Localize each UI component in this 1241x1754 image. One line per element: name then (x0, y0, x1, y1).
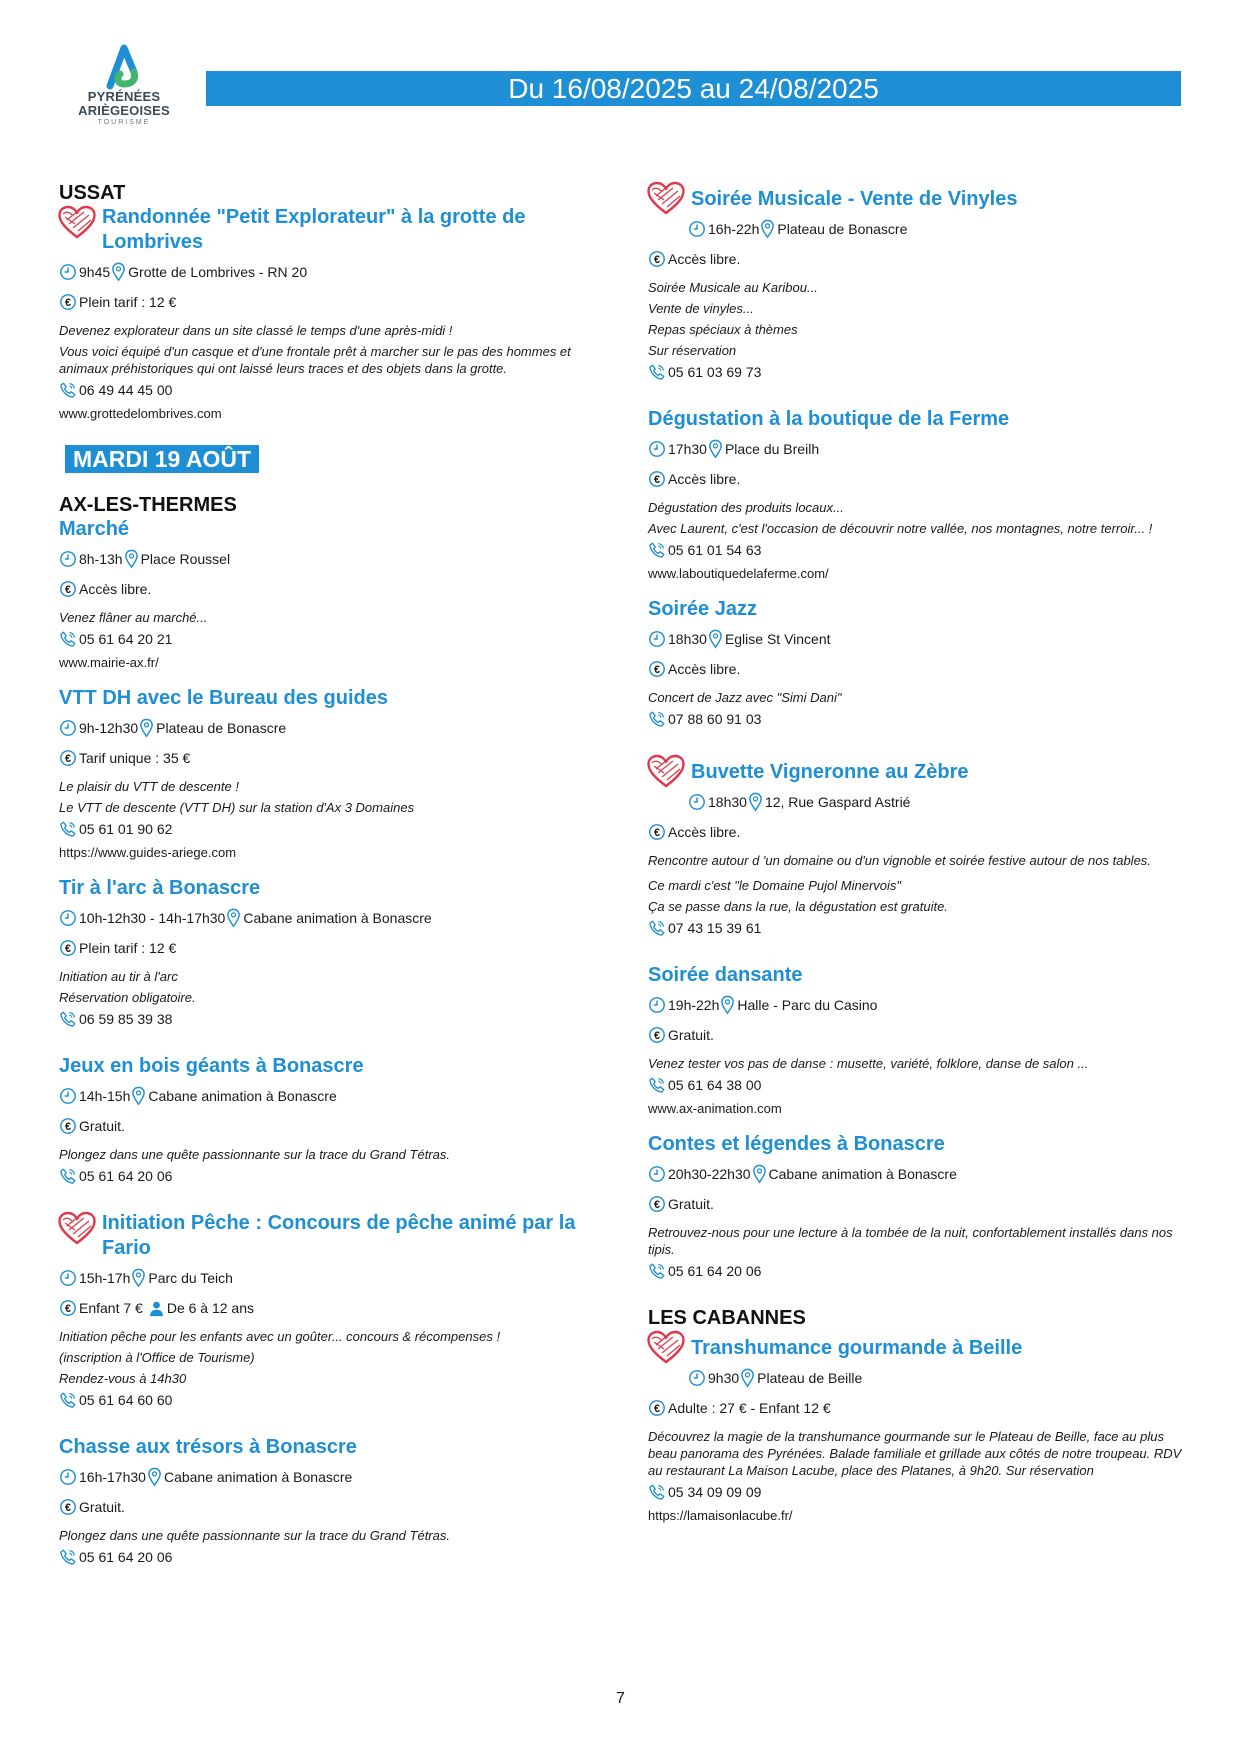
phone-row[interactable] (648, 1483, 1193, 1501)
time-location (648, 439, 1193, 459)
event-card (59, 686, 604, 862)
time: 19h-22h (668, 997, 720, 1013)
heart-icon (57, 1211, 97, 1245)
euro-icon (59, 580, 77, 598)
event-title[interactable] (648, 754, 1193, 785)
description: Ce mardi c'est "le Domaine Pujol Minervois" (648, 878, 902, 893)
location-pin-icon (752, 1164, 767, 1184)
time-location (688, 792, 1193, 812)
time: 17h30 (668, 441, 707, 457)
price-row (59, 749, 604, 767)
euro-icon (59, 1498, 77, 1516)
time-location (59, 1086, 604, 1106)
euro-icon (648, 1399, 666, 1417)
time-location (59, 1467, 604, 1487)
phone-number: 05 34 09 09 09 (668, 1484, 762, 1500)
price-row (59, 580, 604, 598)
event-title[interactable]: Dégustation à la boutique de la Ferme (648, 408, 1010, 430)
time-location (648, 995, 1193, 1015)
location-pin-icon (740, 1368, 755, 1388)
description: Le VTT de descente (VTT DH) sur la station d'Ax 3 Domaines (59, 800, 415, 815)
description: Venez tester vos pas de danse : musette, variété, folklore, danse de salon ... (648, 1056, 1089, 1071)
phone-number: 05 61 64 20 06 (79, 1168, 173, 1184)
euro-icon (648, 250, 666, 268)
time-location (59, 908, 604, 928)
price: Gratuit. (668, 1196, 714, 1212)
description: Retrouvez-nous pour une lecture à la tombée de la nuit, confortablement installés dans nos tipis. (648, 1225, 1173, 1257)
logo-line-1: PYRÉNÉES (87, 89, 161, 104)
clock-icon (59, 550, 77, 568)
euro-icon (59, 749, 77, 767)
event-title-text: Transhumance gourmande à Beille (691, 1337, 1023, 1359)
phone-icon (59, 630, 77, 648)
phone-icon (648, 919, 666, 937)
website-link[interactable]: www.ax-animation.com (648, 1101, 782, 1116)
euro-icon (648, 660, 666, 678)
clock-icon (688, 220, 706, 238)
phone-row[interactable] (59, 820, 604, 838)
event-title[interactable]: Soirée dansante (648, 964, 803, 986)
time: 16h-17h30 (79, 1469, 146, 1485)
description: Concert de Jazz avec "Simi Dani" (648, 690, 842, 705)
clock-icon (688, 793, 706, 811)
time: 8h-13h (79, 551, 123, 567)
phone-row[interactable] (59, 1391, 604, 1409)
price-row (59, 939, 604, 957)
event-card (648, 597, 1193, 728)
place: Grotte de Lombrives - RN 20 (128, 264, 308, 280)
phone-number: 05 61 64 20 06 (668, 1263, 762, 1279)
location-pin-icon (147, 1467, 162, 1487)
euro-icon (59, 1299, 77, 1317)
price: Plein tarif : 12 € (79, 294, 177, 310)
place: Eglise St Vincent (724, 631, 831, 647)
euro-icon (59, 1117, 77, 1135)
event-title[interactable]: Jeux en bois géants à Bonascre (59, 1055, 364, 1077)
clock-icon (59, 1269, 77, 1287)
description: Avec Laurent, c'est l'occasion de découvrir notre vallée, nos montagnes, notre terroir... ! (648, 521, 1153, 536)
description: Initiation au tir à l'arc (59, 969, 178, 984)
price-row (648, 1026, 1193, 1044)
phone-icon (648, 363, 666, 381)
phone-icon (59, 1548, 77, 1566)
location-pin-icon (139, 718, 154, 738)
clock-icon (59, 1468, 77, 1486)
time: 16h-22h (708, 221, 760, 237)
price-row (648, 660, 1193, 678)
place: Cabane animation à Bonascre (768, 1166, 957, 1182)
description: Plongez dans une quête passionnante sur la trace du Grand Tétras. (59, 1528, 450, 1543)
phone-icon (648, 541, 666, 559)
event-card (648, 754, 1193, 937)
description: Réservation obligatoire. (59, 990, 196, 1005)
time: 10h-12h30 - 14h-17h30 (79, 910, 226, 926)
time: 9h30 (708, 1370, 740, 1386)
phone-row[interactable] (648, 1076, 1193, 1094)
euro-icon (648, 470, 666, 488)
time: 9h-12h30 (79, 720, 139, 736)
event-card (59, 1211, 604, 1409)
event-card (648, 963, 1193, 1118)
place: Plateau de Beille (757, 1370, 863, 1386)
phone-row[interactable] (59, 381, 604, 399)
phone-icon (648, 710, 666, 728)
location-pin-icon (226, 908, 241, 928)
event-title[interactable]: Contes et légendes à Bonascre (648, 1133, 945, 1155)
phone-number: 05 61 64 20 06 (79, 1549, 173, 1565)
description: Le plaisir du VTT de descente ! (59, 779, 239, 794)
euro-icon (59, 939, 77, 957)
euro-icon (648, 1026, 666, 1044)
price-row (648, 1195, 1193, 1213)
time-location (59, 549, 604, 569)
place: Cabane animation à Bonascre (163, 1469, 353, 1485)
event-title[interactable] (648, 181, 1193, 212)
phone-icon (59, 1167, 77, 1185)
event-card (648, 407, 1193, 583)
time: 9h45 (79, 264, 111, 280)
phone-number: 07 88 60 91 03 (668, 711, 762, 727)
price: Accès libre. (79, 581, 152, 597)
price-row (648, 250, 1193, 268)
price-row (648, 823, 1193, 841)
euro-icon (648, 1195, 666, 1213)
description: Rencontre autour d 'un domaine ou d'un vignoble et soirée festive autour de nos tables. (648, 853, 1151, 868)
phone-row[interactable] (648, 710, 1193, 728)
time-location (59, 262, 604, 282)
town-heading: LES CABANNES (648, 1307, 806, 1329)
time-location (688, 1368, 1193, 1388)
description: Vous voici équipé d'un casque et d'une frontale prêt à marcher sur le pas des hommes et animaux préhistoriques qui ont laissé leurs traces et des objets dans la grotte. (59, 344, 571, 376)
event-title[interactable]: VTT DH avec le Bureau des guides (59, 687, 388, 709)
clock-icon (648, 630, 666, 648)
event-card (59, 205, 604, 423)
time: 18h30 (668, 631, 707, 647)
price: Gratuit. (79, 1118, 125, 1134)
location-pin-icon (131, 1268, 146, 1288)
phone-row[interactable] (59, 1167, 604, 1185)
description: Sur réservation (648, 343, 737, 358)
price: Enfant 7 € (79, 1300, 143, 1316)
price-row (59, 1498, 604, 1516)
town-heading: AX-LES-THERMES (59, 494, 237, 516)
clock-icon (59, 1087, 77, 1105)
price-row (59, 1299, 604, 1317)
description: Dégustation des produits locaux... (648, 500, 844, 515)
location-pin-icon (708, 439, 723, 459)
phone-row[interactable] (648, 541, 1193, 559)
phone-number: 05 61 64 38 00 (668, 1077, 762, 1093)
phone-number: 05 61 01 54 63 (668, 542, 762, 558)
event-title[interactable]: Soirée Jazz (648, 598, 757, 620)
description: Rendez-vous à 14h30 (59, 1371, 187, 1386)
day-banner: MARDI 19 AOÛT (65, 445, 259, 473)
phone-icon (648, 1483, 666, 1501)
clock-icon (648, 440, 666, 458)
time-location (59, 1268, 604, 1288)
event-title[interactable]: Marché (59, 518, 130, 540)
logo-line-3: TOURISME (97, 119, 151, 126)
phone-row[interactable] (648, 1262, 1193, 1280)
phone-icon (59, 381, 77, 399)
description: Devenez explorateur dans un site classé le temps d'une après-midi ! (59, 323, 453, 338)
event-card (59, 517, 604, 672)
description: Repas spéciaux à thèmes (648, 322, 798, 337)
time-location (59, 718, 604, 738)
phone-icon (59, 820, 77, 838)
right-column (648, 181, 1193, 1539)
location-pin-icon (111, 262, 126, 282)
price-row (648, 1399, 1193, 1417)
event-card (648, 1330, 1193, 1525)
clock-icon (59, 719, 77, 737)
price: Gratuit. (668, 1027, 714, 1043)
heart-icon (646, 1330, 686, 1364)
time: 20h30-22h30 (668, 1166, 751, 1182)
heart-icon (646, 181, 686, 215)
description: Venez flâner au marché... (59, 610, 208, 625)
clock-icon (648, 1165, 666, 1183)
phone-number: 06 59 85 39 38 (79, 1011, 173, 1027)
euro-icon (648, 823, 666, 841)
description: (inscription à l'Office de Tourisme) (59, 1350, 255, 1365)
website-link[interactable]: www.grottedelombrives.com (59, 406, 222, 421)
event-title[interactable] (59, 205, 604, 255)
event-title-text: Buvette Vigneronne au Zèbre (691, 761, 969, 783)
phone-number: 07 43 15 39 61 (668, 920, 762, 936)
time: 14h-15h (79, 1088, 131, 1104)
description: Vente de vinyles... (648, 301, 754, 316)
phone-number: 05 61 01 90 62 (79, 821, 173, 837)
phone-number: 05 61 03 69 73 (668, 364, 762, 380)
town-heading: USSAT (59, 182, 126, 204)
event-card (648, 1132, 1193, 1280)
price: Adulte : 27 € - Enfant 12 € (668, 1400, 831, 1416)
child-icon (148, 1300, 165, 1317)
phone-row[interactable] (59, 1010, 604, 1028)
time: 18h30 (708, 794, 747, 810)
website-link[interactable]: https://www.guides-ariege.com (59, 845, 237, 860)
website-link[interactable]: www.laboutiquedelaferme.com/ (648, 566, 829, 581)
location-pin-icon (708, 629, 723, 649)
phone-icon (59, 1391, 77, 1409)
phone-number: 05 61 64 60 60 (79, 1392, 173, 1408)
phone-number: 06 49 44 45 00 (79, 382, 173, 398)
description: Initiation pêche pour les enfants avec un goûter... concours & récompenses ! (59, 1329, 501, 1344)
place: Plateau de Bonascre (777, 221, 908, 237)
phone-icon (59, 1010, 77, 1028)
event-title[interactable] (59, 1211, 604, 1261)
event-title[interactable] (648, 1330, 1193, 1361)
event-title-text: Initiation Pêche : Concours de pêche animé par la Fario (102, 1212, 576, 1259)
description: Découvrez la magie de la transhumance gourmande sur le Plateau de Beille, face au plus beau panorama des Pyrénées. Balade familiale et grillade aux côtés de notre troupeau. RDV au restaurant La Maison Lacube, place des Platanes, à 9h20. Sur réservation (648, 1429, 1182, 1478)
phone-icon (648, 1262, 666, 1280)
location-pin-icon (748, 792, 763, 812)
time-location (688, 219, 1193, 239)
event-card (648, 181, 1193, 381)
place: Place du Breilh (724, 441, 820, 457)
event-title-text: Randonnée "Petit Explorateur" à la grotte de Lombrives (102, 206, 526, 253)
place: Halle - Parc du Casino (737, 997, 878, 1013)
logo-mark-icon (104, 42, 144, 90)
time: 15h-17h (79, 1270, 131, 1286)
price: Plein tarif : 12 € (79, 940, 177, 956)
location-pin-icon (131, 1086, 146, 1106)
euro-icon (59, 293, 77, 311)
place: Place Roussel (140, 551, 231, 567)
date-range-banner: Du 16/08/2025 au 24/08/2025 (206, 71, 1181, 106)
phone-icon (648, 1076, 666, 1094)
phone-row[interactable] (648, 919, 1193, 937)
website-link[interactable]: www.mairie-ax.fr/ (59, 655, 159, 670)
time-location (648, 629, 1193, 649)
price-row (59, 1117, 604, 1135)
phone-row[interactable] (59, 630, 604, 648)
price: Tarif unique : 35 € (79, 750, 191, 766)
clock-icon (59, 909, 77, 927)
price: Gratuit. (79, 1499, 125, 1515)
left-column (59, 181, 604, 1580)
age-range: De 6 à 12 ans (166, 1300, 254, 1316)
time-location (648, 1164, 1193, 1184)
website-link[interactable]: https://lamaisonlacube.fr/ (648, 1508, 793, 1523)
price: Accès libre. (668, 824, 741, 840)
price: Accès libre. (668, 471, 741, 487)
heart-icon (57, 205, 97, 239)
description: Soirée Musicale au Karibou... (648, 280, 818, 295)
heart-icon (646, 754, 686, 788)
clock-icon (59, 263, 77, 281)
clock-icon (688, 1369, 706, 1387)
event-card (59, 1435, 604, 1566)
place: Cabane animation à Bonascre (243, 910, 432, 926)
phone-number: 05 61 64 20 21 (79, 631, 173, 647)
place: Parc du Teich (148, 1270, 233, 1286)
event-title[interactable]: Tir à l'arc à Bonascre (59, 877, 261, 899)
place: Cabane animation à Bonascre (148, 1088, 337, 1104)
event-title[interactable]: Chasse aux trésors à Bonascre (59, 1436, 357, 1458)
price-row (648, 470, 1193, 488)
clock-icon (648, 996, 666, 1014)
logo-line-2: ARIÈGEOISES (78, 103, 170, 118)
location-pin-icon (720, 995, 735, 1015)
place: 12, Rue Gaspard Astrié (764, 794, 911, 810)
event-card (59, 876, 604, 1028)
price: Accès libre. (668, 251, 741, 267)
event-title-text: Soirée Musicale - Vente de Vinyles (691, 188, 1018, 210)
logo (74, 42, 174, 128)
phone-row[interactable] (648, 363, 1193, 381)
price-row (59, 293, 604, 311)
location-pin-icon (124, 549, 139, 569)
event-card (59, 1054, 604, 1185)
description: Ça se passe dans la rue, la dégustation est gratuite. (648, 899, 948, 914)
price: Accès libre. (668, 661, 741, 677)
page-number: 7 (616, 1690, 625, 1707)
phone-row[interactable] (59, 1548, 604, 1566)
place: Plateau de Bonascre (156, 720, 287, 736)
location-pin-icon (760, 219, 775, 239)
description: Plongez dans une quête passionnante sur la trace du Grand Tétras. (59, 1147, 450, 1162)
